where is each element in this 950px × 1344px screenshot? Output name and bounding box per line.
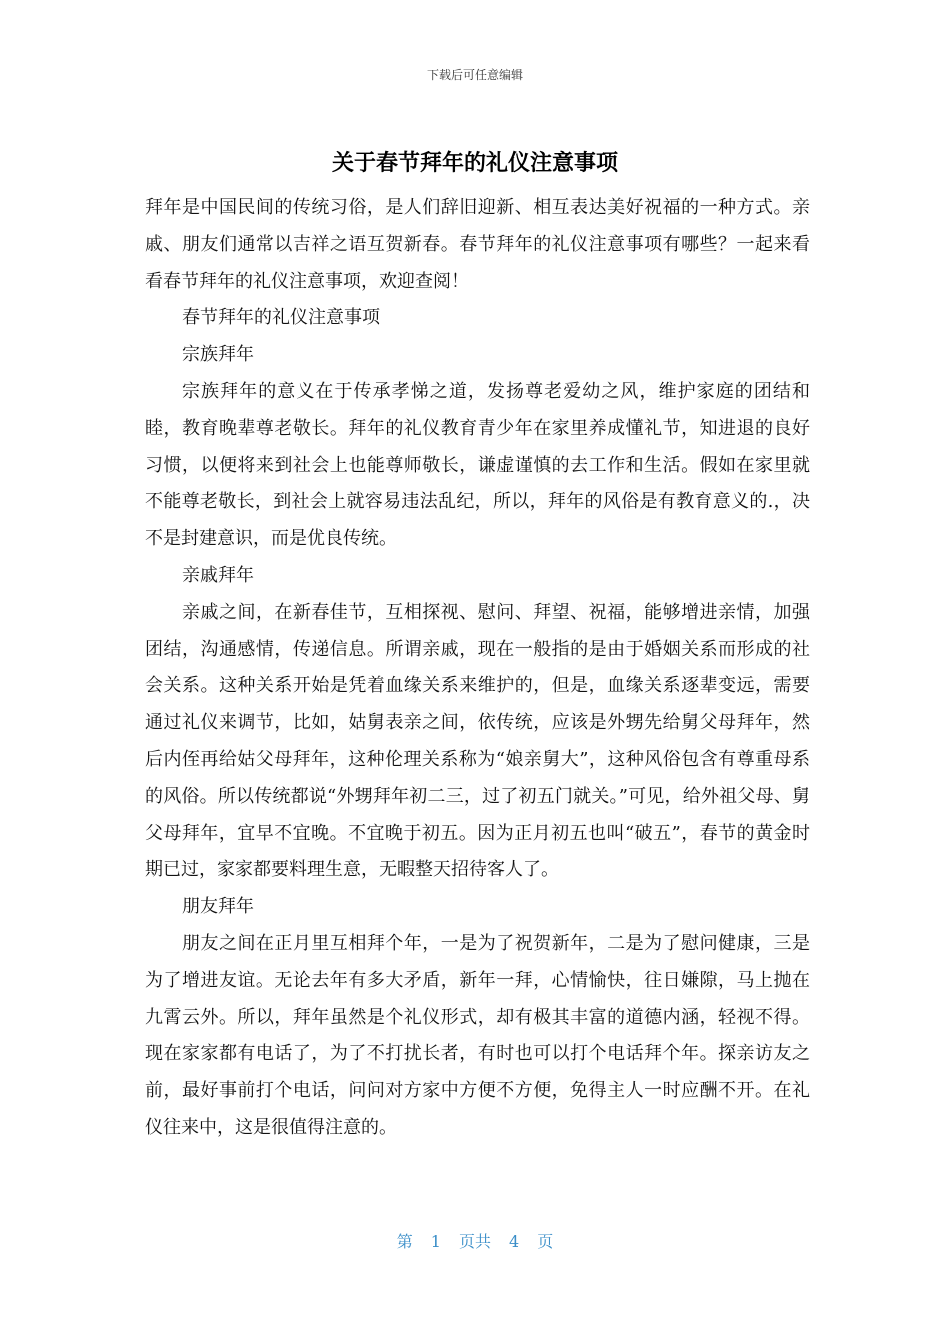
page-footer: [0, 1229, 950, 1252]
page-label-ye: 页: [537, 1232, 554, 1251]
intro-paragraph: 拜年是中国民间的传统习俗，是人们辞旧迎新、相互表达美好祝福的一种方式。亲戚、朋友们通常以吉祥之语互贺新春。春节拜年的礼仪注意事项有哪些？一起来看看春节拜年的礼仪注意事项，欢迎查阅！: [145, 197, 810, 292]
relatives-paragraph: 亲戚之间，在新春佳节，互相探视、慰问、拜望、祝福，能够增进亲情，加强团结，沟通感情，传递信息。所谓亲戚，现在一般指的是由于婚姻关系而形成的社会关系。这种关系开始是凭着血缘关系来维护的，但是，血缘关系逐辈变远，需要通过礼仪来调节，比如，姑舅表亲之间，依传统，应该是外甥先给舅父母拜年，然后内侄再给姑父母拜年，这种伦理关系称为“娘亲舅大”，这种风俗包含有尊重母系的风俗。所以传统都说“外甥拜年初二三，过了初五门就关。”可见，给外祖父母、舅父母拜年，宜早不宜晚。不宜晚于初五。因为正月初五也叫“破五”，春节的黄金时期已过，家家都要料理生意，无暇整天招待客人了。: [145, 601, 810, 881]
section-heading-main: 春节拜年的礼仪注意事项: [182, 307, 380, 329]
page-label-ye-gong: 页共: [458, 1232, 491, 1251]
friends-paragraph: 朋友之间在正月里互相拜个年，一是为了祝贺新年，二是为了慰问健康，三是为了增进友谊。无论去年有多大矛盾，新年一拜，心情愉快，往日嫌隙，马上抛在九霄云外。所以，拜年虽然是个礼仪形式，却有极其丰富的道德内涵，轻视不得。现在家家都有电话了，为了不打扰长者，有时也可以打个电话拜个年。探亲访友之前，最好事前打个电话，问问对方家中方便不方便，免得主人一时应酬不开。在礼仪往来中，这是很值得注意的。: [145, 932, 810, 1138]
header-note: 下载后可任意编辑: [426, 68, 523, 82]
document-title: 关于春节拜年的礼仪注意事项: [331, 151, 618, 176]
page-total-number: 4: [509, 1232, 520, 1251]
page-label-di: 第: [396, 1232, 413, 1251]
section-heading-clan: 宗族拜年: [182, 344, 254, 366]
section-heading-relatives: 亲戚拜年: [182, 564, 254, 586]
page-current-number: 1: [430, 1232, 441, 1251]
document-body: [145, 190, 810, 1147]
section-heading-friends: 朋友拜年: [182, 896, 254, 918]
clan-paragraph: 宗族拜年的意义在于传承孝悌之道，发扬尊老爱幼之风，维护家庭的团结和睦，教育晚辈尊老敬长。拜年的礼仪教育青少年在家里养成懂礼节，知进退的良好习惯，以便将来到社会上也能尊师敬长，谦虚谨慎的去工作和生活。假如在家里就不能尊老敬长，到社会上就容易违法乱纪，所以，拜年的风俗是有教育意义的.，决不是封建意识，而是优良传统。: [145, 380, 810, 550]
